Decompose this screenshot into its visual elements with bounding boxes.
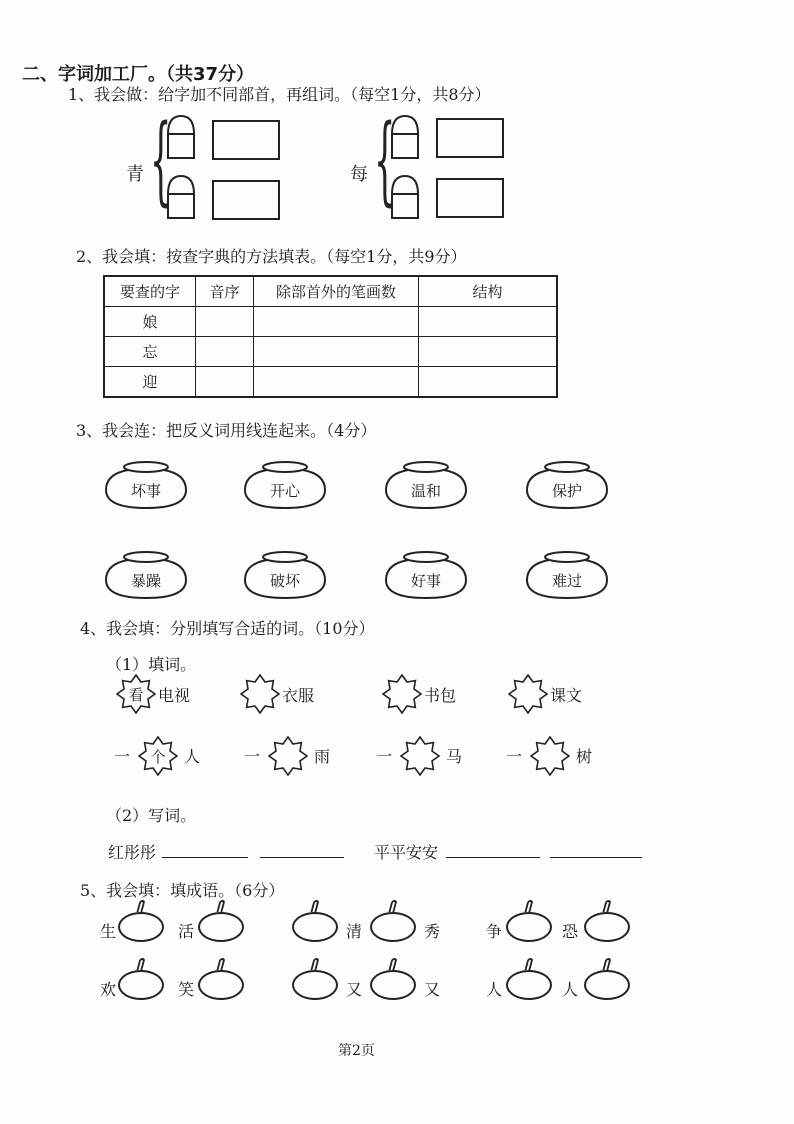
pencil-tip-icon: [136, 900, 145, 912]
q4-part1-label: （1）填词。: [106, 655, 197, 674]
jar-word: 难过: [551, 572, 582, 590]
star-answer-box[interactable]: [530, 736, 570, 776]
pencil-tip-icon: [216, 900, 225, 912]
pencil-tip-icon: [602, 900, 611, 912]
word-jar[interactable]: [104, 458, 188, 510]
word-answer-box[interactable]: [212, 120, 280, 160]
word-jar[interactable]: [104, 548, 188, 600]
jar-word: 开心: [269, 482, 300, 500]
answer-cell[interactable]: [419, 337, 558, 367]
answer-cell[interactable]: [254, 337, 419, 367]
word-jar[interactable]: [384, 548, 468, 600]
write-word-2: 平平安安: [374, 843, 439, 862]
star-word: 看: [128, 686, 144, 704]
table-header-row: [104, 276, 557, 307]
word-answer-box[interactable]: [436, 118, 504, 158]
pencil-tip-icon: [310, 958, 319, 970]
idiom-answer-oval[interactable]: [506, 970, 552, 1000]
answer-cell[interactable]: [419, 307, 558, 337]
star-answer-box[interactable]: [138, 736, 178, 776]
idiom-char: 人: [486, 980, 503, 999]
jar-word: 温和: [410, 482, 441, 500]
idiom-char: 秀: [424, 922, 441, 941]
table-row: [104, 337, 557, 367]
measure-prefix: 一: [376, 747, 393, 766]
pencil-tip-icon: [524, 958, 533, 970]
star-answer-box[interactable]: [268, 736, 308, 776]
word-answer-box[interactable]: [436, 178, 504, 218]
star-answer-box[interactable]: [240, 674, 280, 714]
word-answer-box[interactable]: [212, 180, 280, 220]
pencil-tip-icon: [602, 958, 611, 970]
idiom-answer-oval[interactable]: [198, 970, 244, 1000]
q3-title: 3、我会连：把反义词用线连起来。（4分）: [76, 421, 377, 440]
table-header: 音序: [196, 276, 254, 307]
answer-cell[interactable]: [419, 367, 558, 398]
answer-cell[interactable]: [196, 307, 254, 337]
brace-icon: {: [374, 104, 396, 216]
jar-word: 坏事: [130, 482, 161, 500]
answer-blank[interactable]: [162, 856, 248, 858]
pencil-tip-icon: [216, 958, 225, 970]
idiom-answer-oval[interactable]: [198, 912, 244, 942]
word-jar[interactable]: [525, 458, 609, 510]
dictionary-table: [103, 275, 558, 398]
answer-blank[interactable]: [550, 856, 642, 858]
idiom-char: 人: [562, 980, 579, 999]
idiom-char: 又: [424, 980, 441, 999]
answer-cell[interactable]: [254, 367, 419, 398]
measure-noun: 人: [184, 747, 201, 766]
answer-blank[interactable]: [260, 856, 344, 858]
idiom-char: 又: [346, 980, 363, 999]
word-jar[interactable]: [243, 458, 327, 510]
star-answer-box[interactable]: [382, 674, 422, 714]
q4-title: 4、我会填：分别填写合适的词。（10分）: [80, 619, 375, 638]
q2-title: 2、我会填：按查字典的方法填表。（每空1分，共9分）: [76, 247, 467, 266]
verb-object: 课文: [550, 686, 583, 705]
verb-object: 衣服: [282, 686, 315, 705]
jar-word: 保护: [551, 482, 582, 500]
jar-word: 暴躁: [130, 572, 161, 590]
table-row: [104, 307, 557, 337]
idiom-answer-oval[interactable]: [118, 912, 164, 942]
word-jar[interactable]: [243, 548, 327, 600]
measure-noun: 马: [446, 747, 463, 766]
verb-object: 书包: [424, 686, 457, 705]
idiom-answer-oval[interactable]: [584, 912, 630, 942]
idiom-answer-oval[interactable]: [118, 970, 164, 1000]
table-cell-char: 娘: [104, 307, 196, 337]
measure-prefix: 一: [244, 747, 261, 766]
word-jar[interactable]: [384, 458, 468, 510]
radical-slot-group: [390, 114, 420, 224]
radical-slot-group: [166, 114, 196, 224]
star-answer-box[interactable]: [400, 736, 440, 776]
idiom-answer-oval[interactable]: [292, 912, 338, 942]
idiom-answer-oval[interactable]: [292, 970, 338, 1000]
jar-word: 破坏: [269, 572, 300, 590]
table-header: 结构: [419, 276, 558, 307]
q1-char-1: 青: [126, 164, 144, 185]
verb-object: 电视: [158, 686, 191, 705]
section-title: 二、字词加工厂。（共37分）: [22, 64, 255, 85]
pencil-tip-icon: [388, 958, 397, 970]
pencil-tip-icon: [388, 900, 397, 912]
answer-blank[interactable]: [446, 856, 540, 858]
idiom-answer-oval[interactable]: [506, 912, 552, 942]
measure-noun: 树: [576, 747, 593, 766]
answer-cell[interactable]: [254, 307, 419, 337]
pencil-tip-icon: [524, 900, 533, 912]
jar-word: 好事: [410, 572, 441, 590]
measure-noun: 雨: [314, 747, 331, 766]
idiom-char: 恐: [562, 922, 579, 941]
idiom-char: 清: [346, 922, 363, 941]
pencil-tip-icon: [136, 958, 145, 970]
star-word: 个: [150, 748, 166, 766]
idiom-char: 活: [178, 922, 195, 941]
measure-prefix: 一: [114, 747, 131, 766]
star-answer-box[interactable]: [508, 674, 548, 714]
answer-cell[interactable]: [196, 337, 254, 367]
idiom-char: 欢: [100, 980, 117, 999]
table-cell-char: 迎: [104, 367, 196, 398]
table-header: 除部首外的笔画数: [254, 276, 419, 307]
word-jar[interactable]: [525, 548, 609, 600]
pencil-tip-icon: [310, 900, 319, 912]
brace-icon: {: [150, 104, 172, 216]
idiom-char: 争: [486, 922, 503, 941]
star-answer-box[interactable]: [116, 674, 156, 714]
q1-char-2: 每: [350, 164, 368, 185]
idiom-char: 笑: [178, 980, 195, 999]
q4-part2-label: （2）写词。: [106, 806, 197, 825]
idiom-answer-oval[interactable]: [370, 912, 416, 942]
idiom-answer-oval[interactable]: [370, 970, 416, 1000]
idiom-char: 生: [100, 922, 117, 941]
table-header: 要查的字: [104, 276, 196, 307]
measure-prefix: 一: [506, 747, 523, 766]
page-number: 第2页: [338, 1043, 375, 1059]
table-row: [104, 367, 557, 398]
table-cell-char: 忘: [104, 337, 196, 367]
write-word-1: 红彤彤: [108, 843, 157, 862]
answer-cell[interactable]: [196, 367, 254, 398]
idiom-answer-oval[interactable]: [584, 970, 630, 1000]
q5-title: 5、我会填：填成语。（6分）: [80, 881, 285, 900]
q1-title: 1、我会做：给字加不同部首，再组词。（每空1分，共8分）: [68, 85, 491, 104]
